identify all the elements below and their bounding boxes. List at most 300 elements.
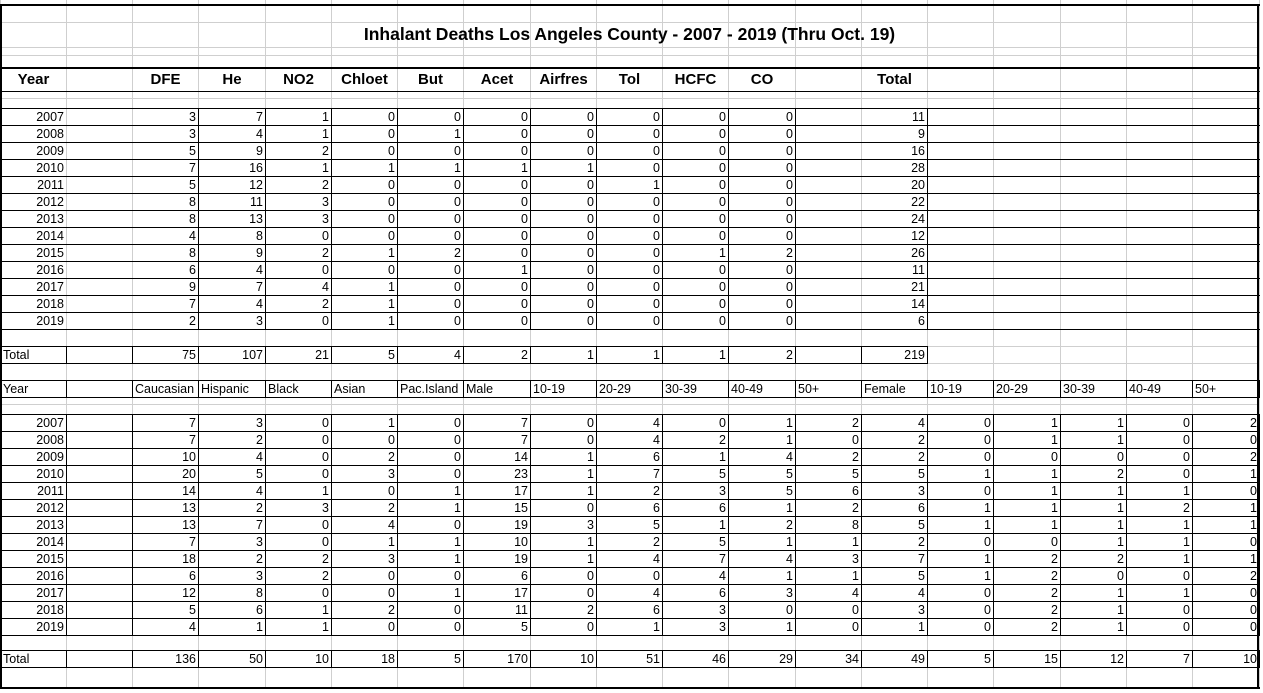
table1-total-cell[interactable]: 1: [653, 348, 660, 362]
table2-total-cell[interactable]: 5: [984, 652, 991, 666]
table2-data-cell[interactable]: 1: [1183, 484, 1190, 498]
table2-data-cell[interactable]: 1: [719, 518, 726, 532]
table2-data-cell[interactable]: 0: [984, 450, 991, 464]
table2-data-cell[interactable]: 0: [587, 501, 594, 515]
table2-data-cell[interactable]: 2: [786, 518, 793, 532]
table1-data-cell[interactable]: 11: [912, 263, 925, 277]
table1-data-cell[interactable]: 0: [521, 297, 528, 311]
table1-total-cell[interactable]: 107: [242, 348, 263, 362]
table2-data-cell[interactable]: 0: [984, 433, 991, 447]
table2-data-cell[interactable]: 2: [1250, 569, 1257, 583]
table2-data-cell[interactable]: 1: [322, 484, 329, 498]
table2-data-cell[interactable]: 0: [454, 518, 461, 532]
table2-header-cell[interactable]: 50+: [798, 382, 820, 396]
table2-data-cell[interactable]: 0: [1183, 433, 1190, 447]
table2-data-cell[interactable]: 0: [1183, 467, 1190, 481]
table2-data-cell[interactable]: 1: [1051, 484, 1058, 498]
table2-data-cell[interactable]: 5: [786, 467, 793, 481]
table2-data-cell[interactable]: 1: [852, 535, 859, 549]
table2-data-cell[interactable]: [67, 517, 132, 533]
table1-data-cell[interactable]: 8: [256, 229, 263, 243]
table1-data-cell[interactable]: 1: [454, 161, 461, 175]
table2-header-cell[interactable]: Black: [268, 382, 299, 396]
table2-data-cell[interactable]: 0: [1051, 535, 1058, 549]
table2-data-cell[interactable]: 1: [454, 535, 461, 549]
table1-data-cell[interactable]: 2: [189, 314, 196, 328]
table2-header-cell[interactable]: Female: [864, 382, 906, 396]
table2-data-cell[interactable]: 5: [918, 569, 925, 583]
table2-data-cell[interactable]: 1: [1051, 467, 1058, 481]
table2-data-cell[interactable]: 14: [182, 484, 196, 498]
table1-data-cell[interactable]: [796, 279, 861, 295]
table2-data-cell[interactable]: [67, 602, 132, 618]
table1-data-cell[interactable]: [67, 262, 132, 278]
table2-data-cell[interactable]: 18: [182, 552, 196, 566]
table1-data-cell[interactable]: 1: [322, 110, 329, 124]
table2-data-cell[interactable]: 2: [918, 535, 925, 549]
table1-data-cell[interactable]: 0: [653, 127, 660, 141]
table2-data-cell[interactable]: 14: [514, 450, 528, 464]
table1-total-cell[interactable]: 75: [182, 348, 196, 362]
table1-data-cell[interactable]: 3: [322, 195, 329, 209]
table2-data-cell[interactable]: 4: [653, 552, 660, 566]
table1-data-cell[interactable]: 2014: [36, 229, 64, 243]
table2-data-cell[interactable]: 1: [587, 484, 594, 498]
table1-data-cell[interactable]: 1: [454, 127, 461, 141]
table2-header-cell[interactable]: 10-19: [930, 382, 962, 396]
table1-total-cell[interactable]: 219: [904, 348, 925, 362]
table1-data-cell[interactable]: 4: [256, 127, 263, 141]
table2-data-cell[interactable]: 2: [852, 450, 859, 464]
table2-data-cell[interactable]: 0: [852, 433, 859, 447]
table2-data-cell[interactable]: 1: [984, 552, 991, 566]
table2-data-cell[interactable]: 2: [388, 603, 395, 617]
table2-data-cell[interactable]: 1: [1183, 552, 1190, 566]
table1-data-cell[interactable]: 0: [587, 297, 594, 311]
table2-data-cell[interactable]: 1: [587, 552, 594, 566]
table1-data-cell[interactable]: 7: [189, 161, 196, 175]
table2-data-cell[interactable]: 3: [388, 467, 395, 481]
table2-data-cell[interactable]: 0: [1250, 433, 1257, 447]
table1-data-cell[interactable]: [67, 245, 132, 261]
table1-data-cell[interactable]: 1: [388, 297, 395, 311]
table2-data-cell[interactable]: 1: [1117, 586, 1124, 600]
table2-data-cell[interactable]: 12: [182, 586, 196, 600]
table1-data-cell[interactable]: [796, 211, 861, 227]
table2-data-cell[interactable]: 1: [1183, 518, 1190, 532]
table1-data-cell[interactable]: 4: [256, 263, 263, 277]
table2-data-cell[interactable]: 1: [1051, 433, 1058, 447]
table2-data-cell[interactable]: 13: [182, 518, 196, 532]
table2-data-cell[interactable]: 0: [587, 586, 594, 600]
table2-data-cell[interactable]: 1: [587, 535, 594, 549]
table1-data-cell[interactable]: 0: [786, 195, 793, 209]
table1-header-cell[interactable]: Total: [877, 71, 912, 88]
table1-data-cell[interactable]: [796, 177, 861, 193]
table2-data-cell[interactable]: 6: [521, 569, 528, 583]
table2-data-cell[interactable]: 1: [786, 433, 793, 447]
table1-data-cell[interactable]: 0: [587, 280, 594, 294]
table2-data-cell[interactable]: 1: [1117, 620, 1124, 634]
table2-data-cell[interactable]: 2: [322, 569, 329, 583]
table2-data-cell[interactable]: 1: [1117, 416, 1124, 430]
table2-data-cell[interactable]: 7: [256, 518, 263, 532]
table1-data-cell[interactable]: 1: [521, 161, 528, 175]
table1-data-cell[interactable]: 2: [322, 144, 329, 158]
table1-data-cell[interactable]: 6: [918, 314, 925, 328]
table2-data-cell[interactable]: 20: [182, 467, 196, 481]
table2-header-cell[interactable]: 20-29: [996, 382, 1028, 396]
table2-data-cell[interactable]: 5: [256, 467, 263, 481]
table2-data-cell[interactable]: 6: [918, 501, 925, 515]
table2-data-cell[interactable]: 2: [256, 552, 263, 566]
table1-data-cell[interactable]: 0: [521, 246, 528, 260]
table1-data-cell[interactable]: 0: [719, 263, 726, 277]
table1-total-cell[interactable]: 21: [315, 348, 329, 362]
table1-data-cell[interactable]: 2012: [36, 195, 64, 209]
table2-data-cell[interactable]: 8: [256, 586, 263, 600]
table1-header-cell[interactable]: DFE: [150, 71, 181, 88]
table1-data-cell[interactable]: 0: [587, 110, 594, 124]
table2-data-cell[interactable]: 6: [719, 501, 726, 515]
table2-data-cell[interactable]: 2017: [36, 586, 64, 600]
table2-data-cell[interactable]: [67, 415, 132, 431]
table2-data-cell[interactable]: 19: [514, 552, 528, 566]
table1-data-cell[interactable]: 0: [587, 229, 594, 243]
table1-data-cell[interactable]: [67, 143, 132, 159]
table1-data-cell[interactable]: 0: [786, 178, 793, 192]
table2-data-cell[interactable]: 1: [786, 620, 793, 634]
table1-data-cell[interactable]: [796, 245, 861, 261]
table2-data-cell[interactable]: 1: [322, 620, 329, 634]
table1-data-cell[interactable]: 6: [189, 263, 196, 277]
table1-data-cell[interactable]: [796, 126, 861, 142]
table2-data-cell[interactable]: 0: [587, 569, 594, 583]
table2-data-cell[interactable]: 1: [454, 586, 461, 600]
table1-data-cell[interactable]: [796, 296, 861, 312]
table2-data-cell[interactable]: 4: [653, 433, 660, 447]
table2-data-cell[interactable]: [67, 500, 132, 516]
table1-data-cell[interactable]: 1: [587, 161, 594, 175]
table1-header-cell[interactable]: HCFC: [674, 71, 717, 88]
table2-data-cell[interactable]: 7: [918, 552, 925, 566]
table1-header-cell[interactable]: [67, 69, 132, 91]
table2-data-cell[interactable]: 0: [1183, 620, 1190, 634]
table2-data-cell[interactable]: 2012: [36, 501, 64, 515]
table2-data-cell[interactable]: 0: [984, 620, 991, 634]
table1-data-cell[interactable]: 0: [388, 178, 395, 192]
table1-data-cell[interactable]: [796, 143, 861, 159]
table2-header-cell[interactable]: Caucasian: [135, 382, 195, 396]
table1-data-cell[interactable]: 12: [911, 229, 925, 243]
table2-data-cell[interactable]: 3: [256, 569, 263, 583]
table2-data-cell[interactable]: 2: [1051, 586, 1058, 600]
table2-header-cell[interactable]: 30-39: [1063, 382, 1095, 396]
table1-data-cell[interactable]: 11: [250, 195, 263, 209]
table2-data-cell[interactable]: [67, 585, 132, 601]
table2-data-cell[interactable]: 1: [786, 569, 793, 583]
table2-data-cell[interactable]: [67, 466, 132, 482]
table2-header-cell[interactable]: 40-49: [1129, 382, 1161, 396]
table1-data-cell[interactable]: 2008: [36, 127, 64, 141]
table1-data-cell[interactable]: 0: [521, 280, 528, 294]
table2-data-cell[interactable]: [67, 449, 132, 465]
table2-data-cell[interactable]: 1: [454, 552, 461, 566]
table2-data-cell[interactable]: 1: [1250, 501, 1257, 515]
table1-data-cell[interactable]: 8: [189, 212, 196, 226]
table1-header-cell[interactable]: He: [222, 71, 242, 88]
table1-data-cell[interactable]: 20: [911, 178, 925, 192]
table1-data-cell[interactable]: 0: [521, 127, 528, 141]
table2-data-cell[interactable]: 3: [719, 620, 726, 634]
table2-data-cell[interactable]: 3: [786, 586, 793, 600]
table1-header-cell[interactable]: Chloet: [341, 71, 388, 88]
table1-data-cell[interactable]: 2: [322, 178, 329, 192]
table2-data-cell[interactable]: 2010: [36, 467, 64, 481]
table2-data-cell[interactable]: 1: [1117, 535, 1124, 549]
table2-data-cell[interactable]: [67, 551, 132, 567]
table1-header-cell[interactable]: [796, 69, 861, 91]
table2-data-cell[interactable]: 0: [1250, 620, 1257, 634]
table2-data-cell[interactable]: 1: [786, 535, 793, 549]
table2-data-cell[interactable]: 1: [1117, 603, 1124, 617]
table2-data-cell[interactable]: 7: [189, 433, 196, 447]
table2-data-cell[interactable]: 1: [1250, 467, 1257, 481]
table2-data-cell[interactable]: 6: [719, 586, 726, 600]
table1-data-cell[interactable]: [796, 262, 861, 278]
table1-data-cell[interactable]: 22: [911, 195, 925, 209]
table2-data-cell[interactable]: 0: [1250, 535, 1257, 549]
table1-data-cell[interactable]: 9: [918, 127, 925, 141]
table1-data-cell[interactable]: 3: [189, 127, 196, 141]
table1-data-cell[interactable]: 2016: [36, 263, 64, 277]
table2-header-cell[interactable]: 50+: [1195, 382, 1217, 396]
table2-header-cell[interactable]: Year: [3, 382, 29, 396]
table1-data-cell[interactable]: 7: [189, 297, 196, 311]
table2-data-cell[interactable]: 7: [521, 433, 528, 447]
table2-data-cell[interactable]: 2: [388, 501, 395, 515]
table2-data-cell[interactable]: 1: [1250, 518, 1257, 532]
table1-data-cell[interactable]: 0: [388, 127, 395, 141]
table1-data-cell[interactable]: [67, 109, 132, 125]
table1-data-cell[interactable]: 0: [653, 314, 660, 328]
table2-data-cell[interactable]: 1: [1183, 535, 1190, 549]
table1-header-cell[interactable]: Acet: [480, 71, 514, 88]
table2-data-cell[interactable]: 0: [587, 416, 594, 430]
table2-data-cell[interactable]: 0: [653, 569, 660, 583]
table1-total-cell[interactable]: [796, 347, 861, 363]
table1-data-cell[interactable]: 0: [719, 161, 726, 175]
table2-total-cell[interactable]: 136: [175, 652, 196, 666]
table2-data-cell[interactable]: 5: [521, 620, 528, 634]
table1-data-cell[interactable]: 1: [388, 280, 395, 294]
table2-header-cell[interactable]: Hispanic: [201, 382, 249, 396]
table1-data-cell[interactable]: 0: [521, 212, 528, 226]
table1-data-cell[interactable]: 3: [322, 212, 329, 226]
table2-data-cell[interactable]: 1: [1117, 518, 1124, 532]
table1-data-cell[interactable]: 0: [786, 229, 793, 243]
table1-data-cell[interactable]: [796, 109, 861, 125]
table2-data-cell[interactable]: 1: [1117, 484, 1124, 498]
table1-data-cell[interactable]: 0: [322, 263, 329, 277]
table1-header-cell[interactable]: Tol: [618, 71, 641, 88]
table2-data-cell[interactable]: 1: [388, 416, 395, 430]
table2-data-cell[interactable]: 1: [388, 535, 395, 549]
table1-data-cell[interactable]: 0: [653, 110, 660, 124]
sheet-title[interactable]: Inhalant Deaths Los Angeles County - 2007 - 2019 (Thru Oct. 19): [363, 24, 896, 44]
table1-data-cell[interactable]: [67, 160, 132, 176]
table1-data-cell[interactable]: 12: [249, 178, 263, 192]
table1-data-cell[interactable]: 0: [388, 110, 395, 124]
table2-data-cell[interactable]: 0: [454, 433, 461, 447]
table2-data-cell[interactable]: 5: [786, 484, 793, 498]
table2-data-cell[interactable]: 3: [256, 535, 263, 549]
table1-data-cell[interactable]: 8: [189, 246, 196, 260]
table2-data-cell[interactable]: 0: [1250, 586, 1257, 600]
table2-data-cell[interactable]: 4: [786, 450, 793, 464]
table2-data-cell[interactable]: 0: [388, 586, 395, 600]
table1-data-cell[interactable]: 2011: [37, 178, 64, 192]
table2-data-cell[interactable]: [67, 432, 132, 448]
table2-data-cell[interactable]: 2: [653, 484, 660, 498]
table1-data-cell[interactable]: 13: [249, 212, 263, 226]
table1-data-cell[interactable]: 0: [719, 195, 726, 209]
table2-header-cell[interactable]: [67, 381, 132, 397]
table1-data-cell[interactable]: [796, 313, 861, 329]
table1-data-cell[interactable]: 16: [911, 144, 925, 158]
table2-data-cell[interactable]: 2014: [36, 535, 64, 549]
table1-data-cell[interactable]: 1: [322, 127, 329, 141]
table2-data-cell[interactable]: 4: [918, 416, 925, 430]
table2-data-cell[interactable]: 1: [786, 501, 793, 515]
table2-data-cell[interactable]: 4: [388, 518, 395, 532]
table2-data-cell[interactable]: 2: [256, 501, 263, 515]
table1-data-cell[interactable]: 0: [521, 314, 528, 328]
table2-header-cell[interactable]: 30-39: [665, 382, 697, 396]
table2-total-cell[interactable]: 49: [911, 652, 925, 666]
table1-data-cell[interactable]: 2019: [36, 314, 64, 328]
table2-data-cell[interactable]: 1: [1183, 586, 1190, 600]
table1-data-cell[interactable]: 0: [587, 246, 594, 260]
table2-data-cell[interactable]: 0: [1051, 450, 1058, 464]
table1-header-cell[interactable]: Year: [17, 71, 50, 88]
table2-data-cell[interactable]: 1: [719, 450, 726, 464]
table1-data-cell[interactable]: [796, 194, 861, 210]
table2-data-cell[interactable]: 11: [515, 603, 528, 617]
table1-data-cell[interactable]: 11: [912, 110, 925, 124]
table2-data-cell[interactable]: 3: [852, 552, 859, 566]
table1-data-cell[interactable]: [67, 126, 132, 142]
table2-data-cell[interactable]: 6: [653, 501, 660, 515]
table2-data-cell[interactable]: 1: [984, 467, 991, 481]
table1-total-cell[interactable]: [67, 347, 132, 363]
table1-data-cell[interactable]: 0: [388, 229, 395, 243]
table2-data-cell[interactable]: 2: [322, 552, 329, 566]
table2-data-cell[interactable]: 0: [587, 620, 594, 634]
table2-data-cell[interactable]: 0: [852, 603, 859, 617]
table1-data-cell[interactable]: 0: [653, 195, 660, 209]
table2-data-cell[interactable]: [67, 568, 132, 584]
table2-total-cell[interactable]: 51: [646, 652, 660, 666]
table2-data-cell[interactable]: 2: [918, 433, 925, 447]
table1-data-cell[interactable]: 0: [653, 144, 660, 158]
table1-data-cell[interactable]: 1: [719, 246, 726, 260]
table2-total-cell[interactable]: 5: [454, 652, 461, 666]
table2-data-cell[interactable]: 2: [852, 416, 859, 430]
table1-data-cell[interactable]: 0: [454, 314, 461, 328]
table2-data-cell[interactable]: 0: [984, 535, 991, 549]
table2-data-cell[interactable]: 1: [984, 569, 991, 583]
table1-data-cell[interactable]: 0: [454, 195, 461, 209]
table1-data-cell[interactable]: 0: [786, 280, 793, 294]
table1-data-cell[interactable]: 8: [189, 195, 196, 209]
table2-data-cell[interactable]: 2: [1051, 552, 1058, 566]
table2-data-cell[interactable]: 1: [653, 620, 660, 634]
table2-data-cell[interactable]: 2: [1117, 552, 1124, 566]
table2-data-cell[interactable]: 2016: [36, 569, 64, 583]
table2-data-cell[interactable]: 2: [1051, 603, 1058, 617]
table1-data-cell[interactable]: 2009: [36, 144, 64, 158]
table1-data-cell[interactable]: [67, 313, 132, 329]
table1-data-cell[interactable]: 24: [911, 212, 925, 226]
table1-data-cell[interactable]: 0: [653, 297, 660, 311]
table2-data-cell[interactable]: 7: [521, 416, 528, 430]
table1-data-cell[interactable]: [67, 211, 132, 227]
table1-data-cell[interactable]: 0: [587, 212, 594, 226]
table2-data-cell[interactable]: 2019: [36, 620, 64, 634]
table2-data-cell[interactable]: 0: [984, 586, 991, 600]
table2-total-cell[interactable]: 46: [712, 652, 726, 666]
table1-data-cell[interactable]: 7: [256, 110, 263, 124]
table1-data-cell[interactable]: 0: [521, 178, 528, 192]
table2-data-cell[interactable]: 0: [322, 467, 329, 481]
table1-header-cell[interactable]: But: [418, 71, 443, 88]
table2-data-cell[interactable]: 0: [322, 586, 329, 600]
table1-data-cell[interactable]: 0: [454, 144, 461, 158]
table1-total-cell[interactable]: 1: [719, 348, 726, 362]
table2-data-cell[interactable]: 0: [1117, 569, 1124, 583]
table2-data-cell[interactable]: 3: [918, 484, 925, 498]
table1-data-cell[interactable]: 2: [322, 297, 329, 311]
table1-total-cell[interactable]: 1: [587, 348, 594, 362]
table2-data-cell[interactable]: 0: [984, 603, 991, 617]
table2-data-cell[interactable]: 2: [388, 450, 395, 464]
table2-data-cell[interactable]: 0: [587, 433, 594, 447]
table2-data-cell[interactable]: 1: [587, 450, 594, 464]
table1-data-cell[interactable]: 28: [911, 161, 925, 175]
table2-data-cell[interactable]: [67, 534, 132, 550]
table1-data-cell[interactable]: 0: [454, 263, 461, 277]
table2-data-cell[interactable]: 0: [786, 603, 793, 617]
table2-data-cell[interactable]: 4: [189, 620, 196, 634]
table1-data-cell[interactable]: 2: [786, 246, 793, 260]
table2-total-cell[interactable]: 170: [507, 652, 528, 666]
table2-data-cell[interactable]: 4: [719, 569, 726, 583]
table2-data-cell[interactable]: 0: [1183, 416, 1190, 430]
table2-total-cell[interactable]: 18: [381, 652, 395, 666]
table2-data-cell[interactable]: 2: [256, 433, 263, 447]
table1-data-cell[interactable]: 4: [256, 297, 263, 311]
table1-data-cell[interactable]: 0: [786, 212, 793, 226]
table1-data-cell[interactable]: 0: [719, 280, 726, 294]
table2-header-cell[interactable]: Male: [466, 382, 494, 396]
table2-data-cell[interactable]: 0: [1250, 484, 1257, 498]
table2-data-cell[interactable]: 7: [189, 416, 196, 430]
table1-data-cell[interactable]: 4: [189, 229, 196, 243]
table2-data-cell[interactable]: 10: [182, 450, 196, 464]
table1-data-cell[interactable]: 0: [653, 212, 660, 226]
table1-data-cell[interactable]: 0: [587, 195, 594, 209]
